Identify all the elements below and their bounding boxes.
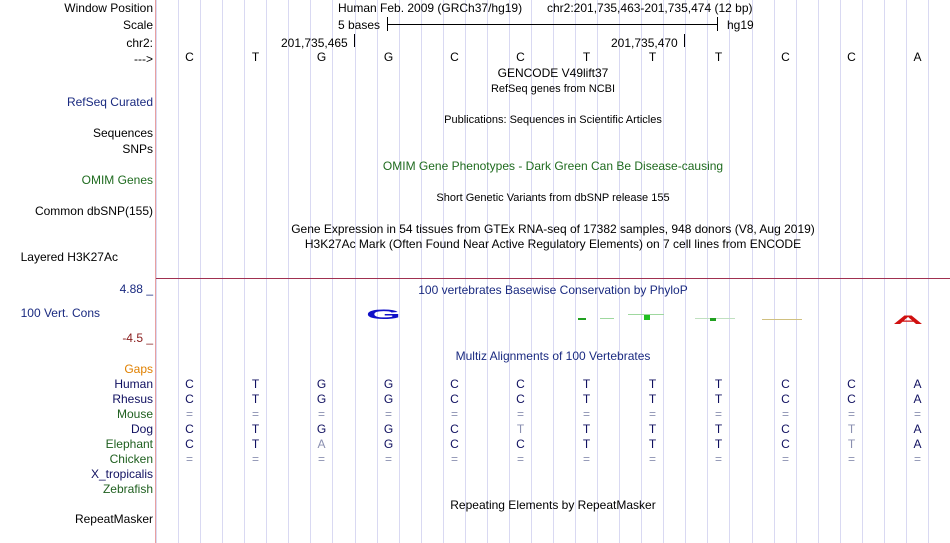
- track-title-omim[interactable]: OMIM Gene Phenotypes - Dark Green Can Be Disease-causing: [382, 159, 724, 173]
- alignment-base: T: [251, 437, 260, 451]
- reference-base: G: [316, 50, 327, 64]
- alignment-base: A: [913, 377, 922, 391]
- alignment-base: G: [383, 437, 394, 451]
- cons-min-value: -4.5 _: [122, 331, 153, 345]
- reference-base: A: [913, 50, 922, 64]
- reference-base: C: [516, 50, 525, 64]
- alignment-base: =: [781, 407, 789, 421]
- alignment-base: G: [383, 422, 394, 436]
- alignment-base: T: [251, 377, 260, 391]
- alignment-base: T: [582, 422, 591, 436]
- scale-db-text: hg19: [727, 18, 754, 32]
- reference-base: C: [847, 50, 856, 64]
- alignment-base: T: [516, 422, 525, 436]
- alignment-base: =: [714, 407, 722, 421]
- species-label[interactable]: Rhesus: [112, 392, 153, 406]
- conservation-bar: [600, 318, 614, 319]
- track-title-gtex[interactable]: Gene Expression in 54 tissues from GTEx RNA-seq of 17382 samples, 948 donors (V8, Aug 2019): [291, 222, 815, 236]
- alignment-base: =: [251, 452, 259, 466]
- track-title-gencode[interactable]: GENCODE V49lift37: [497, 66, 609, 80]
- alignment-base: =: [516, 407, 524, 421]
- assembly-title: Human Feb. 2009 (GRCh37/hg19): [338, 1, 523, 15]
- alignment-base: T: [847, 437, 856, 451]
- scale-bar: [387, 24, 718, 25]
- track-label-gaps[interactable]: Gaps: [124, 362, 153, 376]
- alignment-base: =: [384, 452, 392, 466]
- alignment-base: T: [714, 437, 723, 451]
- alignment-base: T: [648, 422, 657, 436]
- track-title-multiz[interactable]: Multiz Alignments of 100 Vertebrates: [455, 349, 651, 363]
- alignment-base: C: [781, 377, 790, 391]
- alignment-base: T: [648, 437, 657, 451]
- reference-base: T: [251, 50, 260, 64]
- track-label-column: [0, 0, 155, 543]
- track-label-omim[interactable]: OMIM Genes: [81, 173, 153, 187]
- alignment-base: C: [781, 437, 790, 451]
- track-label-cons[interactable]: 100 Vert. Cons: [20, 306, 100, 320]
- conservation-bar: [644, 315, 650, 320]
- alignment-base: T: [582, 377, 591, 391]
- alignment-base: =: [847, 452, 855, 466]
- alignment-base: C: [185, 377, 194, 391]
- alignment-base: G: [316, 392, 327, 406]
- alignment-base: =: [450, 407, 458, 421]
- alignment-base: C: [450, 422, 459, 436]
- alignment-base: G: [316, 377, 327, 391]
- conservation-bar: [762, 319, 802, 320]
- alignment-base: T: [251, 392, 260, 406]
- coord-left: 201,735,465: [281, 36, 348, 50]
- alignment-base: =: [384, 407, 392, 421]
- track-label-refseq[interactable]: RefSeq Curated: [66, 95, 153, 109]
- alignment-base: C: [185, 437, 194, 451]
- alignment-base: C: [185, 422, 194, 436]
- alignment-base: G: [383, 377, 394, 391]
- alignment-base: =: [251, 407, 259, 421]
- track-label-dbsnp[interactable]: Common dbSNP(155): [34, 204, 153, 218]
- alignment-base: =: [317, 452, 325, 466]
- reference-base: C: [450, 50, 459, 64]
- alignment-base: C: [450, 392, 459, 406]
- conservation-logo-a: A: [893, 313, 924, 327]
- alignment-base: =: [714, 452, 722, 466]
- alignment-base: =: [185, 407, 193, 421]
- track-label-snps[interactable]: SNPs: [122, 142, 153, 156]
- alignment-base: C: [185, 392, 194, 406]
- track-title-h3k27ac[interactable]: H3K27Ac Mark (Often Found Near Active Regulatory Elements) on 7 cell lines from ENCODE: [304, 237, 802, 251]
- scale-bases-text: 5 bases: [338, 18, 381, 32]
- alignment-base: C: [516, 392, 525, 406]
- strand-label[interactable]: --->: [134, 52, 153, 66]
- track-label-h3k27ac[interactable]: Layered H3K27Ac: [20, 250, 118, 264]
- alignment-base: C: [781, 392, 790, 406]
- track-title-repeatmasker[interactable]: Repeating Elements by RepeatMasker: [450, 498, 656, 512]
- coord-left-tick: [354, 34, 355, 47]
- species-label[interactable]: Elephant: [105, 437, 153, 451]
- alignment-base: G: [383, 392, 394, 406]
- scale-bar-right-tick: [717, 17, 718, 31]
- track-title-publications[interactable]: Publications: Sequences in Scientific Articles: [444, 114, 662, 126]
- alignment-base: A: [913, 392, 922, 406]
- track-title-phylop[interactable]: 100 vertebrates Basewise Conservation by PhyloP: [418, 283, 688, 297]
- alignment-base: A: [317, 437, 326, 451]
- scale-label[interactable]: Scale: [122, 18, 153, 32]
- alignment-base: =: [185, 452, 193, 466]
- alignment-base: T: [648, 392, 657, 406]
- reference-base: T: [582, 50, 591, 64]
- alignment-base: =: [648, 407, 656, 421]
- reference-base: T: [714, 50, 723, 64]
- alignment-base: C: [516, 377, 525, 391]
- alignment-base: A: [913, 437, 922, 451]
- track-label-sequences[interactable]: Sequences: [92, 126, 153, 140]
- reference-base: T: [648, 50, 657, 64]
- track-title-refseq[interactable]: RefSeq genes from NCBI: [490, 83, 616, 95]
- species-label[interactable]: Zebrafish: [102, 482, 153, 496]
- alignment-base: C: [450, 377, 459, 391]
- chrom-label[interactable]: chr2:: [126, 36, 153, 50]
- species-label[interactable]: Human: [114, 377, 153, 391]
- alignment-base: T: [648, 377, 657, 391]
- coord-right-tick: [684, 34, 685, 47]
- track-label-repeatmasker[interactable]: RepeatMasker: [74, 512, 153, 526]
- species-label[interactable]: Dog: [130, 422, 153, 436]
- alignment-base: =: [450, 452, 458, 466]
- alignment-base: =: [781, 452, 789, 466]
- alignment-base: C: [847, 377, 856, 391]
- alignment-base: G: [316, 422, 327, 436]
- alignment-base: C: [450, 437, 459, 451]
- reference-base: C: [185, 50, 194, 64]
- alignment-base: C: [847, 392, 856, 406]
- alignment-base: =: [317, 407, 325, 421]
- reference-base: C: [781, 50, 790, 64]
- alignment-base: C: [516, 437, 525, 451]
- position-text: chr2:201,735,463-201,735,474 (12 bp): [547, 1, 753, 15]
- alignment-base: T: [847, 422, 856, 436]
- alignment-base: =: [582, 407, 590, 421]
- alignment-base: T: [582, 437, 591, 451]
- alignment-base: T: [251, 422, 260, 436]
- reference-base: G: [383, 50, 394, 64]
- alignment-base: A: [913, 422, 922, 436]
- alignment-base: =: [913, 452, 921, 466]
- species-label[interactable]: Mouse: [116, 407, 153, 421]
- alignment-base: =: [648, 452, 656, 466]
- alignment-base: T: [582, 392, 591, 406]
- window-position-label[interactable]: Window Position: [64, 1, 153, 15]
- alignment-base: C: [781, 422, 790, 436]
- coord-right: 201,735,470: [611, 36, 678, 50]
- conservation-logo-g: G: [366, 307, 402, 323]
- alignment-base: T: [714, 377, 723, 391]
- alignment-base: =: [516, 452, 524, 466]
- alignment-base: T: [714, 422, 723, 436]
- conservation-bar: [578, 318, 586, 320]
- conservation-bar: [710, 318, 716, 321]
- alignment-base: =: [847, 407, 855, 421]
- track-title-dbsnp[interactable]: Short Genetic Variants from dbSNP release 155: [436, 192, 670, 204]
- alignment-base: T: [714, 392, 723, 406]
- cons-max-value: 4.88 _: [119, 282, 153, 296]
- species-label[interactable]: Chicken: [109, 452, 153, 466]
- alignment-base: =: [582, 452, 590, 466]
- alignment-base: =: [913, 407, 921, 421]
- species-label[interactable]: X_tropicalis: [90, 467, 153, 481]
- track-separator: [156, 278, 950, 279]
